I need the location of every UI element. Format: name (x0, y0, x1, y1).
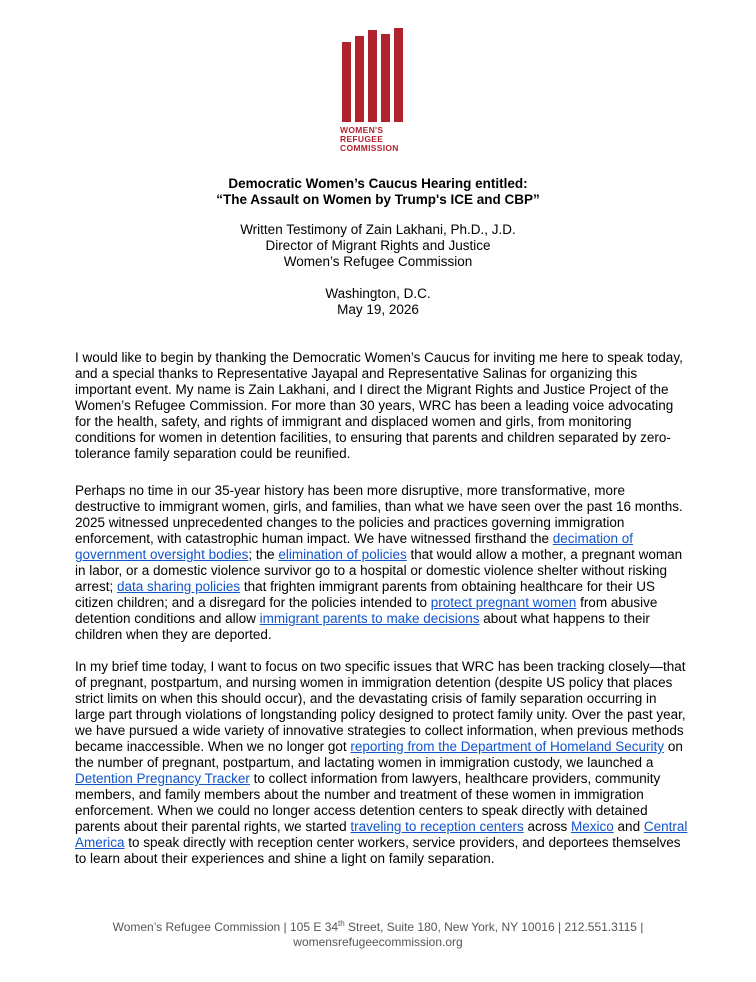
paragraph-3: In my brief time today, I want to focus on two specific issues that WRC has been tracking closely—that of pregnant, postpartum, and nursing women in immigration detention (despite US policy that places strict limits on when this should occur), and the devastating crisis of family separation occurring in large part through violations of longstanding policy designed to protect family unity. Over the past year, we have pursued a wide variety of innovative strategies to collect information, when previous methods became inaccessible. When we no longer got reporting from the Department of Homeland Security on the number of pregnant, postpartum, and lactating women in immigration custody, we launched a Detention Pregnancy Tracker to collect information from lawyers, healthcare providers, community members, and family members about the number and treatment of these women in immigration enforcement. When we could no longer access detention centers to speak directly with detained parents about their parental rights, we started traveling to reception centers across Mexico and Central America to speak directly with reception center workers, service providers, and deportees themselves to learn about their experiences and shine a light on family separation. (75, 659, 688, 866)
date: May 19, 2026 (337, 302, 419, 317)
location-date-block (0, 286, 756, 318)
link-elimination-policies[interactable]: elimination of policies (278, 547, 407, 562)
paragraph-1: I would like to begin by thanking the Democratic Women’s Caucus for inviting me here to speak today, and a special thanks to Representative Jayapal and Representative Salinas for organizing this important event. My name is Zain Lakhani, and I direct the Migrant Rights and Justice Project of the Women’s Refugee Commission. For more than 30 years, WRC has been a leading voice advocating for the health, safety, and rights of immigrant and displaced women and girls, from monitoring conditions for women in detention facilities, to ensuring that parents and children separated by zero-tolerance family separation could be reunified. (75, 350, 683, 461)
link-dhs-reporting[interactable]: reporting from the Department of Homeland Security (350, 739, 665, 754)
link-central[interactable]: Central (643, 819, 688, 834)
link-parents-decisions[interactable]: immigrant parents to make decisions (259, 611, 480, 626)
link-mexico[interactable]: Mexico (571, 819, 614, 834)
logo-bar-2 (355, 36, 364, 122)
author-block (0, 222, 756, 270)
author-line-3: Women’s Refugee Commission (283, 254, 473, 269)
author-line-1: Written Testimony of Zain Lakhani, Ph.D., J.D. (240, 222, 516, 237)
link-reception-centers[interactable]: traveling to reception centers (350, 819, 524, 834)
page-footer (0, 920, 756, 950)
logo-wordmark (340, 126, 410, 153)
link-pregnancy-tracker[interactable]: Detention Pregnancy Tracker (75, 771, 250, 786)
author-line-2: Director of Migrant Rights and Justice (265, 238, 491, 253)
title-line-1: Democratic Women’s Caucus Hearing entitled: (228, 176, 528, 191)
footer-address: Women’s Refugee Commission | 105 E 34th Street, Suite 180, New York, NY 10016 | 212.551.3115 | (112, 919, 644, 934)
link-america[interactable]: America (75, 835, 125, 850)
logo-bar-5 (394, 28, 403, 122)
logo-line-1: WOMEN'S (340, 125, 384, 135)
title-line-2: “The Assault on Women by Trump's ICE and CBP” (216, 192, 540, 207)
logo-line-2: REFUGEE (340, 134, 384, 144)
logo-bar-1 (342, 42, 351, 122)
paragraph-2: Perhaps no time in our 35-year history has been more disruptive, more transformative, more destructive to immigrant women, girls, and families, than what we have seen over the past 16 months. 2025 witnessed unprecedented changes to the policies and practices governing immigration enforcement, with catastrophic human impact. We have witnessed firsthand the decimation of government oversight bodies; the elimination of policies that would allow a mother, a pregnant woman in labor, or a domestic violence survivor go to a hospital or domestic violence shelter without risking arrest; data sharing policies that frighten immigrant parents from obtaining healthcare for their US citizen children; and a disregard for the policies intended to protect pregnant women from abusive detention conditions and allow immigrant parents to make decisions about what happens to their children when they are deported. (75, 483, 683, 642)
link-protect-pregnant-women[interactable]: protect pregnant women (430, 595, 577, 610)
link-data-sharing[interactable]: data sharing policies (117, 579, 241, 594)
logo-bar-4 (381, 34, 390, 122)
logo-line-3: COMMISSION (340, 143, 399, 153)
footer-website: womensrefugeecommission.org (293, 935, 463, 949)
hearing-title (0, 176, 756, 208)
link-oversight-bodies[interactable]: decimation of government oversight bodies (75, 531, 634, 562)
logo-bar-3 (368, 30, 377, 122)
location: Washington, D.C. (325, 286, 431, 301)
